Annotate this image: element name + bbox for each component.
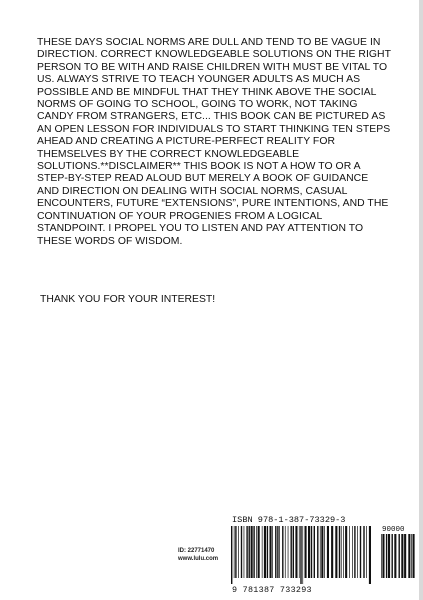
printer-site: www.lulu.com (178, 556, 219, 562)
back-cover-blurb: THESE DAYS SOCIAL NORMS ARE DULL AND TEND TO BE VAGUE IN DIRECTION. CORRECT KNOWLEDGEABLE SOLUTIONS ON THE RIGHT PERSON TO BE WITH AND RAISE CHILDREN WITH MUST BE VITAL TO US. ALWAYS STRIVE TO TEACH YOUNGER ADULTS AS MUCH AS POSSIBLE AND BE MINDFUL THAT THEY THINK ABOVE THE SOCIAL NORMS OF GOING TO SCHOOL, GOING TO WORK, NOT TAKING CANDY FROM STRANGERS, ETC... THIS BOOK CAN BE PICTURED AS AN OPEN LESSON FOR INDIVIDUALS TO START THINKING TEN STEPS AHEAD AND CREATING A PICTURE-PERFECT REALITY FOR THEMSELVES BY THE CORRECT KNOWLEDGEABLE SOLUTIONS.**DISCLAIMER** THIS BOOK IS NOT A HOW TO OR A STEP-BY-STEP READ ALOUD BUT MERELY A BOOK OF GUIDANCE AND DIRECTION ON DEALING WITH SOCIAL NORMS, CASUAL ENCOUNTERS, FUTURE “EXTENSIONS”, PURE INTENTIONS, AND THE CONTINUATION OF YOUR PROGENIES FROM A LOGICAL STANDPOINT. I PROPEL YOU TO LISTEN AND PAY ATTENTION TO THESE WORDS OF WISDOM. (37, 37, 391, 247)
printer-id: ID: 22771470 (178, 548, 215, 554)
thank-you-line: THANK YOU FOR YOUR INTEREST! (40, 294, 216, 305)
price-barcode-bars (380, 534, 416, 584)
isbn-label: ISBN 978-1-387-73329-3 (232, 515, 346, 525)
page-edge-shadow (419, 0, 423, 600)
ean-barcode-bars (230, 526, 372, 584)
isbn-barcode (230, 513, 418, 597)
printer-info (178, 547, 218, 563)
barcode-digits: 9 781387 733293 (232, 585, 312, 595)
price-code-label: 90000 (382, 526, 405, 534)
